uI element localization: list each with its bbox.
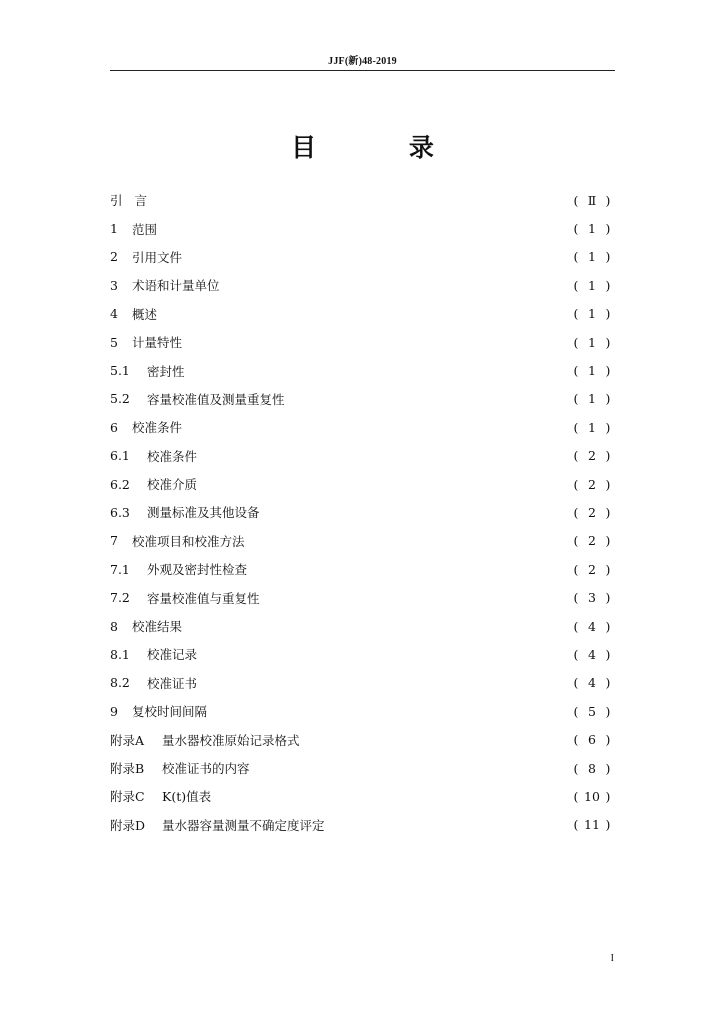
toc-dot-leader	[183, 335, 570, 347]
toc-entry-number: 6.2	[110, 476, 130, 492]
close-paren: )	[605, 533, 611, 549]
close-paren: )	[605, 590, 611, 606]
toc-entry-number: 附录B	[110, 761, 145, 776]
open-paren: (	[573, 675, 579, 691]
open-paren: (	[573, 618, 579, 634]
toc-entry-title: 校准条件	[147, 448, 198, 464]
toc-page-reference	[571, 619, 613, 634]
close-paren: )	[605, 504, 611, 520]
toc-entry[interactable]	[110, 470, 613, 498]
open-paren: (	[573, 448, 579, 464]
toc-entry-title: 测量标准及其他设备	[147, 505, 260, 521]
open-paren: (	[573, 788, 579, 804]
toc-page-number: 11	[584, 817, 600, 833]
close-paren: )	[605, 732, 611, 748]
toc-entry[interactable]	[110, 612, 613, 640]
toc-page-reference	[571, 278, 613, 293]
toc-entry-title: 校准记录	[147, 647, 198, 663]
toc-dot-leader	[152, 193, 570, 205]
toc-dot-leader	[326, 818, 570, 830]
toc-page-reference	[571, 477, 613, 492]
close-paren: )	[605, 192, 611, 208]
toc-entry-title: 概述	[132, 306, 158, 322]
document-code-header: JJF(新)48-2019	[328, 56, 397, 67]
toc-entry[interactable]	[110, 214, 613, 242]
toc-dot-leader	[198, 647, 570, 659]
toc-page-reference	[571, 704, 613, 719]
toc-entry-title: 校准证书	[147, 675, 198, 691]
close-paren: )	[605, 703, 611, 719]
toc-page-number: 3	[588, 590, 596, 606]
open-paren: (	[573, 817, 579, 833]
toc-entry[interactable]	[110, 527, 613, 555]
toc-entry-number: 附录C	[110, 789, 145, 805]
toc-page-number: 2	[588, 533, 596, 549]
open-paren: (	[573, 760, 579, 776]
toc-entry[interactable]	[110, 328, 613, 356]
open-paren: (	[573, 504, 579, 520]
toc-dot-leader	[198, 676, 570, 688]
toc-entry-title: 术语和计量单位	[132, 278, 220, 294]
toc-entry-number: 7.2	[110, 590, 130, 606]
toc-entry-number: 8.1	[110, 646, 130, 662]
close-paren: )	[605, 221, 611, 237]
toc-entry-title: 校准项目和校准方法	[132, 533, 245, 549]
toc-page-number: 1	[588, 306, 596, 322]
toc-page-reference	[571, 420, 613, 435]
toc-entry-number: 5.2	[110, 391, 130, 407]
open-paren: (	[573, 476, 579, 492]
page-title: 目 录	[291, 133, 476, 162]
close-paren: )	[605, 419, 611, 435]
toc-dot-leader	[186, 364, 570, 376]
toc-entry[interactable]	[110, 782, 613, 810]
toc-entry-title: 范围	[132, 221, 158, 237]
toc-page-number: 5	[588, 703, 596, 719]
toc-dot-leader	[251, 761, 570, 773]
header-rule	[110, 70, 615, 71]
toc-page-reference	[571, 363, 613, 378]
toc-entry-title: 容量校准值与重复性	[147, 590, 260, 606]
close-paren: )	[605, 646, 611, 662]
open-paren: (	[573, 363, 579, 379]
toc-page-reference	[571, 505, 613, 520]
close-paren: )	[605, 618, 611, 634]
toc-entry-title: 校准介质	[147, 477, 198, 493]
toc-page-reference	[571, 647, 613, 662]
open-paren: (	[573, 703, 579, 719]
toc-entry[interactable]	[110, 669, 613, 697]
toc-entry-number: 8.2	[110, 675, 130, 691]
toc-dot-leader	[221, 278, 570, 290]
toc-page-reference	[571, 789, 613, 804]
toc-page-reference	[571, 533, 613, 548]
open-paren: (	[573, 192, 579, 208]
toc-entry[interactable]	[110, 754, 613, 782]
toc-entry-number: 5	[110, 334, 118, 350]
toc-entry-number: 2	[110, 249, 118, 265]
open-paren: (	[573, 221, 579, 237]
toc-entry-title: 复校时间间隔	[132, 704, 208, 720]
close-paren: )	[605, 391, 611, 407]
toc-entry[interactable]	[110, 356, 613, 384]
toc-page-reference	[571, 761, 613, 776]
toc-entry[interactable]	[110, 640, 613, 668]
toc-entry-title: 量水器容量测量不确定度评定	[162, 817, 325, 833]
toc-entry-number: 7.1	[110, 561, 130, 577]
toc-page-number: 2	[588, 561, 596, 577]
toc-entry-number: 1	[110, 221, 118, 237]
close-paren: )	[605, 760, 611, 776]
toc-page-number: 8	[588, 760, 596, 776]
close-paren: )	[605, 277, 611, 293]
close-paren: )	[605, 334, 611, 350]
toc-entry-number: 附录D	[110, 817, 146, 833]
close-paren: )	[605, 306, 611, 322]
toc-dot-leader	[198, 477, 570, 489]
toc-dot-leader	[301, 733, 570, 745]
toc-entry-number: 6	[110, 419, 118, 435]
toc-entry[interactable]	[110, 697, 613, 725]
toc-entry-title: 引 言	[110, 193, 151, 209]
toc-entry[interactable]	[110, 243, 613, 271]
toc-entry-number: 6.3	[110, 504, 130, 520]
toc-page-number: Ⅱ	[587, 192, 597, 208]
close-paren: )	[605, 448, 611, 464]
toc-dot-leader	[261, 505, 570, 517]
toc-page-number: 1	[588, 249, 596, 265]
toc-entry[interactable]	[110, 725, 613, 753]
toc-page-reference	[571, 675, 613, 690]
toc-page-number: 2	[588, 504, 596, 520]
open-paren: (	[573, 590, 579, 606]
toc-page-reference	[571, 448, 613, 463]
toc-entry-number: 7	[110, 533, 118, 549]
toc-entry-number: 3	[110, 277, 118, 293]
toc-page-number: 2	[588, 448, 596, 464]
open-paren: (	[573, 732, 579, 748]
toc-entry-title: 密封性	[147, 363, 185, 379]
toc-page-number: 2	[588, 476, 596, 492]
close-paren: )	[605, 675, 611, 691]
toc-page-reference	[571, 391, 613, 406]
toc-entry-title: 校准条件	[132, 420, 183, 436]
toc-entry-number: 8	[110, 618, 118, 634]
toc-entry-title: 引用文件	[132, 249, 183, 265]
open-paren: (	[573, 391, 579, 407]
toc-page-number: 1	[588, 221, 596, 237]
toc-dot-leader	[246, 534, 570, 546]
toc-page-number: 4	[588, 618, 596, 634]
toc-page-reference	[571, 590, 613, 605]
toc-dot-leader	[286, 392, 570, 404]
toc-page-reference	[571, 817, 613, 832]
toc-page-reference	[571, 221, 613, 236]
toc-entry-number: 9	[110, 703, 118, 719]
toc-page-number: 1	[588, 391, 596, 407]
toc-entry-number: 4	[110, 306, 118, 322]
toc-dot-leader	[248, 562, 570, 574]
open-paren: (	[573, 277, 579, 293]
toc-entry[interactable]	[110, 300, 613, 328]
toc-entry-title: 计量特性	[132, 335, 183, 351]
toc-page-reference	[571, 249, 613, 264]
close-paren: )	[605, 561, 611, 577]
close-paren: )	[605, 788, 611, 804]
toc-entry[interactable]	[110, 413, 613, 441]
close-paren: )	[605, 476, 611, 492]
toc-entry-number: 附录A	[110, 732, 145, 748]
toc-dot-leader	[208, 704, 570, 716]
toc-entry-title: 校准证书的内容	[162, 761, 250, 776]
toc-entry[interactable]	[110, 385, 613, 413]
open-paren: (	[573, 249, 579, 265]
toc-entry-number: 5.1	[110, 363, 130, 379]
toc-entry[interactable]	[110, 498, 613, 526]
toc-page-reference	[571, 562, 613, 577]
toc-dot-leader	[198, 449, 570, 461]
table-of-contents	[110, 186, 613, 839]
close-paren: )	[605, 817, 611, 833]
toc-page-number: 1	[588, 363, 596, 379]
open-paren: (	[573, 533, 579, 549]
toc-entry-title: 校准结果	[132, 619, 183, 635]
close-paren: )	[605, 249, 611, 265]
toc-entry[interactable]	[110, 555, 613, 583]
open-paren: (	[573, 334, 579, 350]
toc-page-number: 1	[588, 419, 596, 435]
toc-page-number: 4	[588, 675, 596, 691]
toc-entry-title: 外观及密封性检查	[147, 562, 248, 578]
toc-page-reference	[571, 732, 613, 747]
toc-page-number: 6	[588, 732, 596, 748]
toc-entry-title: 容量校准值及测量重复性	[147, 391, 285, 407]
open-paren: (	[573, 306, 579, 322]
toc-dot-leader	[261, 591, 570, 603]
toc-page-reference	[571, 193, 613, 208]
toc-page-number: 10	[584, 788, 600, 804]
toc-dot-leader	[183, 619, 570, 631]
toc-page-number: 1	[588, 334, 596, 350]
open-paren: (	[573, 646, 579, 662]
toc-page-number: 4	[588, 646, 596, 662]
toc-entry[interactable]	[110, 186, 613, 214]
toc-dot-leader	[158, 222, 570, 234]
toc-entry-title: 量水器校准原始记录格式	[162, 732, 300, 748]
toc-page-number: 1	[588, 277, 596, 293]
toc-dot-leader	[183, 250, 570, 262]
toc-page-reference	[571, 335, 613, 350]
toc-dot-leader	[212, 789, 570, 801]
open-paren: (	[573, 561, 579, 577]
toc-entry-number: 6.1	[110, 448, 130, 464]
toc-entry[interactable]	[110, 583, 613, 611]
toc-entry[interactable]	[110, 271, 613, 299]
toc-dot-leader	[183, 420, 570, 432]
close-paren: )	[605, 363, 611, 379]
open-paren: (	[573, 419, 579, 435]
toc-page-reference	[571, 306, 613, 321]
footer-page-number: I	[610, 953, 614, 964]
toc-entry[interactable]	[110, 811, 613, 839]
toc-dot-leader	[158, 307, 570, 319]
toc-entry-title: K(t)值表	[162, 789, 212, 805]
toc-entry[interactable]	[110, 442, 613, 470]
